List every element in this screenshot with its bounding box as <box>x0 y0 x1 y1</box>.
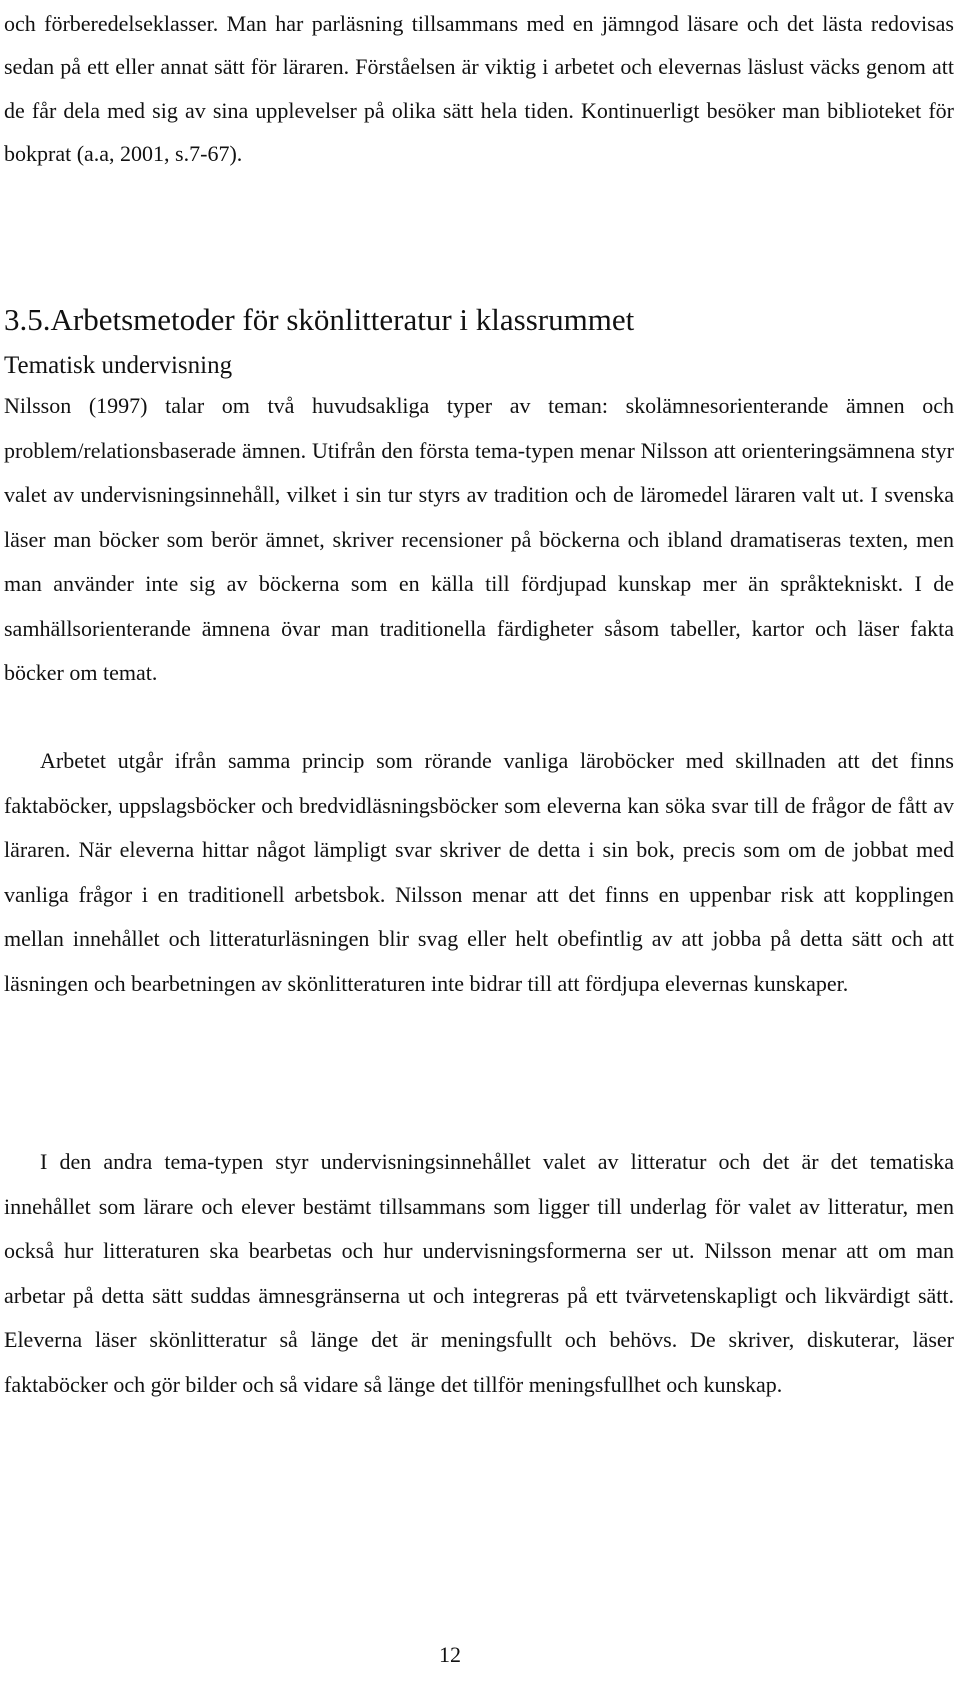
body-paragraph: I den andra tema-typen styr undervisningsinnehållet valet av litteratur och det är det tematiska innehållet som lärare och elever bestämt tillsammans som ligger till underlag för valet av litteratur, men också hur litteraturen ska bearbetas och hur undervisningsformerna ser ut. Nilsson menar att om man arbetar på detta sätt suddas ämnesgränserna ut och integreras på ett tvärvetenskapligt och likvärdigt sätt. Eleverna läser skönlitteratur så länge det är meningsfullt och behövs. De skriver, diskuterar, läser faktaböcker och gör bilder och så vidare så länge det tillför meningsfullhet och kunskap. <box>4 1149 954 1397</box>
subsection-heading: Tematisk undervisning <box>4 352 233 379</box>
page-number: 12 <box>439 1642 461 1667</box>
section-heading: 3.5.Arbetsmetoder för skönlitteratur i klassrummet <box>4 302 635 337</box>
body-paragraph: Arbetet utgår ifrån samma princip som rörande vanliga läroböcker med skillnaden att det finns faktaböcker, uppslagsböcker och bredvidläsningsböcker som eleverna kan söka svar till de frågor de fått av läraren. När eleverna hittar något lämpligt svar skriver de detta i sin bok, precis som om de jobbat med vanliga frågor i en traditionell arbetsbok. Nilsson menar att det finns en uppenbar risk att kopplingen mellan innehållet och litteraturläsningen blir svag eller helt obefintlig av att jobba på detta sätt och att läsningen och bearbetningen av skönlitteraturen inte bidrar till att fördjupa elevernas kunskaper. <box>4 748 954 996</box>
body-paragraph: Nilsson (1997) talar om två huvudsakliga typer av teman: skolämnesorienterande ämnen och problem/relationsbaserade ämnen. Utifrån den första tema-typen menar Nilsson att orienteringsämnena styr valet av undervisningsinnehåll, vilket i sin tur styrs av tradition och de läromedel läraren valt ut. I svenska läser man böcker som berör ämnet, skriver recensioner på böckerna och ibland dramatiseras texten, men man använder inte sig av böckerna som en källa till fördjupad kunskap mer än språktekniskt. I de samhällsorienterande ämnena övar man traditionella färdigheter såsom tabeller, kartor och läser fakta böcker om temat. <box>4 393 954 685</box>
intro-paragraph: och förberedelseklasser. Man har parläsning tillsammans med en jämngod läsare och det lästa redovisas sedan på ett eller annat sätt för läraren. Förståelsen är viktig i arbetet och elevernas läslust väcks genom att de får dela med sig av sina upplevelser på olika sätt hela tiden. Kontinuerligt besöker man biblioteket för bokprat (a.a, 2001, s.7-67). <box>4 11 954 167</box>
